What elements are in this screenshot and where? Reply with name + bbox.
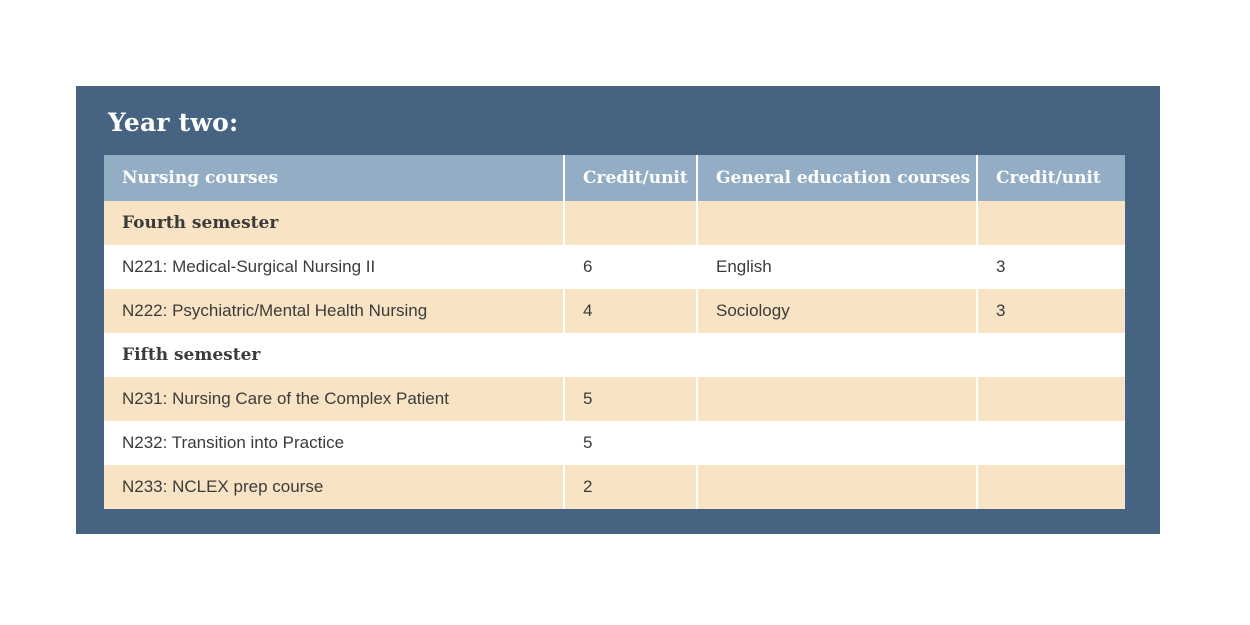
cell-credit-nursing xyxy=(564,201,697,245)
table-body xyxy=(104,201,1125,509)
table-row xyxy=(104,201,1125,245)
cell-credit-nursing: 5 xyxy=(564,377,697,421)
cell-credit-gened: 3 xyxy=(977,289,1125,333)
cell-general-education: English xyxy=(697,245,977,289)
column-header-credit-unit-nursing: Credit/unit xyxy=(564,155,697,201)
cell-general-education xyxy=(697,377,977,421)
page-title: Year two: xyxy=(108,108,239,137)
column-header-nursing-courses: Nursing courses xyxy=(104,155,564,201)
cell-credit-gened xyxy=(977,421,1125,465)
year-two-panel xyxy=(76,86,1160,534)
cell-credit-nursing: 5 xyxy=(564,421,697,465)
cell-general-education xyxy=(697,333,977,377)
semester-label: Fifth semester xyxy=(104,333,564,377)
cell-credit-gened xyxy=(977,377,1125,421)
column-header-general-education-courses: General education courses xyxy=(697,155,977,201)
column-header-credit-unit-gened: Credit/unit xyxy=(977,155,1125,201)
cell-credit-gened xyxy=(977,465,1125,509)
cell-credit-nursing: 6 xyxy=(564,245,697,289)
table-row xyxy=(104,377,1125,421)
cell-credit-nursing xyxy=(564,333,697,377)
cell-credit-gened xyxy=(977,333,1125,377)
table-header-row xyxy=(104,155,1125,201)
cell-credit-nursing: 4 xyxy=(564,289,697,333)
cell-general-education xyxy=(697,465,977,509)
table-row xyxy=(104,421,1125,465)
cell-credit-gened: 3 xyxy=(977,245,1125,289)
table-row xyxy=(104,333,1125,377)
table-row xyxy=(104,245,1125,289)
semester-label: Fourth semester xyxy=(104,201,564,245)
cell-nursing-course: N233: NCLEX prep course xyxy=(104,465,564,509)
table-header xyxy=(104,155,1125,201)
cell-general-education: Sociology xyxy=(697,289,977,333)
cell-nursing-course: N222: Psychiatric/Mental Health Nursing xyxy=(104,289,564,333)
cell-nursing-course: N221: Medical-Surgical Nursing II xyxy=(104,245,564,289)
cell-nursing-course: N232: Transition into Practice xyxy=(104,421,564,465)
cell-credit-nursing: 2 xyxy=(564,465,697,509)
cell-nursing-course: N231: Nursing Care of the Complex Patient xyxy=(104,377,564,421)
cell-credit-gened xyxy=(977,201,1125,245)
cell-general-education xyxy=(697,201,977,245)
cell-general-education xyxy=(697,421,977,465)
course-schedule-table xyxy=(104,155,1125,509)
table-row xyxy=(104,465,1125,509)
table-row xyxy=(104,289,1125,333)
